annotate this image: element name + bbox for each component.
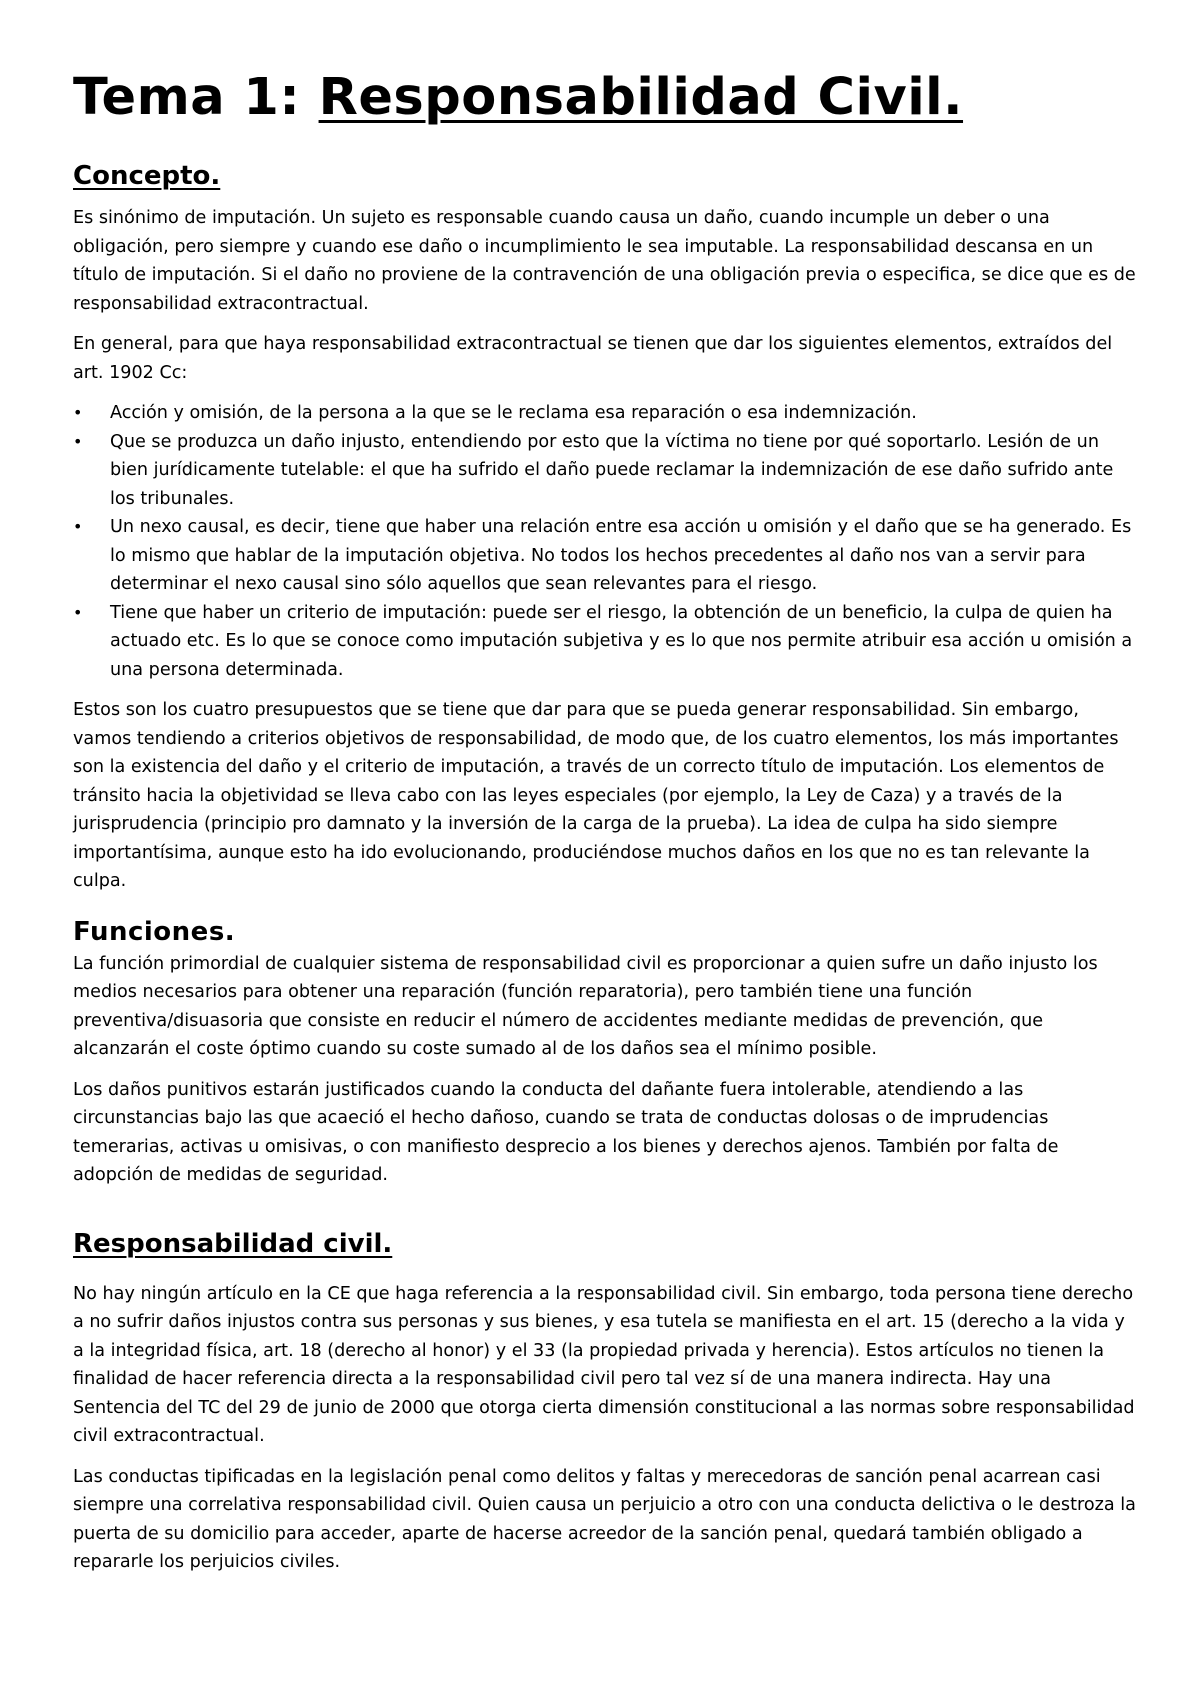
bullet-icon: •	[73, 403, 83, 422]
list-item-text: Un nexo causal, es decir, tiene que haber una relación entre esa acción u omisión y el daño que se ha generado. Es lo mismo que hablar de la imputación objetiva. No todos los hechos precedentes al daño nos van a servir para determinar el nexo causal sino sólo aquellos que sean relevantes para el riesgo.	[110, 517, 1132, 594]
bullet-icon: •	[73, 602, 83, 622]
title-underlined: Responsabilidad Civil.	[318, 68, 964, 127]
heading-funciones: Funciones.	[73, 916, 236, 947]
paragraph-responsabilidad-2: Las conductas tipificadas en la legislación penal como delitos y faltas y merecedoras de sanción penal acarrean casi siempre una correlativa responsabilidad civil. Quien causa un perjuicio a otro con una conducta delictiva o le destroza la puerta de su domicilio para acceder, aparte de hacerse acreedor de la sanción penal, quedará también obligado a repararle los perjuicios civiles.	[73, 1466, 1136, 1572]
heading-responsabilidad-civil: Responsabilidad civil.	[73, 1228, 393, 1259]
paragraph-concepto-1: Es sinónimo de imputación. Un sujeto es responsable cuando causa un daño, cuando incumple un deber o una obligación, pero siempre y cuando ese daño o incumplimiento le sea imputable. La responsabilidad descansa en un título de imputación. Si el daño no proviene de la contravención de una obligación previa o especifica, se dice que es de responsabilidad extracontractual.	[73, 208, 1136, 314]
title-prefix: Tema 1:	[73, 68, 319, 127]
paragraph-presupuestos: Estos son los cuatro presupuestos que se tiene que dar para que se pueda generar responsabilidad. Sin embargo, vamos tendiendo a criterios objetivos de responsabilidad, de modo que, de los cuatro elementos, los más importantes son la existencia del daño y el criterio de imputación, a través de un correcto título de imputación. Los elementos de tránsito hacia la objetividad se lleva cabo con las leyes especiales (por ejemplo, la Ley de Caza) y a través de la jurisprudencia (principio pro damnato y la inversión de la carga de la prueba). La idea de culpa ha sido siempre importantísima, aunque esto ha ido evolucionando, produciéndose muchos daños en los que no es tan relevante la culpa.	[73, 700, 1119, 891]
elements-list	[73, 399, 1140, 684]
paragraph-funciones-2: Los daños punitivos estarán justificados cuando la conducta del dañante fuera intolerable, atendiendo a las circunstancias bajo las que acaeció el hecho dañoso, cuando se trata de conductas dolosas o de imprudencias temerarias, activas u omisivas, o con manifiesto desprecio a los bienes y derechos ajenos. También por falta de adopción de medidas de seguridad.	[73, 1079, 1059, 1185]
list-item-text: Que se produzca un daño injusto, entendiendo por esto que la víctima no tiene por qué soportarlo. Lesión de un bien jurídicamente tutelable: el que ha sufrido el daño puede reclamar la indemnización de ese daño sufrido ante los tribunales.	[110, 431, 1114, 509]
list-item	[73, 399, 1140, 428]
paragraph-concepto-2: En general, para que haya responsabilidad extracontractual se tienen que dar los siguientes elementos, extraídos del art. 1902 Cc:	[73, 334, 1113, 383]
list-item-text: Acción y omisión, de la persona a la que se le reclama esa reparación o esa indemnización.	[110, 403, 917, 423]
list-item	[73, 428, 1140, 514]
list-item-text: Tiene que haber un criterio de imputación: puede ser el riesgo, la obtención de un beneficio, la culpa de quien ha actuado etc. Es lo que se conoce como imputación subjetiva y es lo que nos permite atribuir esa acción u omisión a una persona determinada.	[110, 602, 1133, 680]
list-item	[73, 599, 1140, 685]
document-title	[73, 70, 1140, 126]
paragraph-responsabilidad-1: No hay ningún artículo en la CE que haga referencia a la responsabilidad civil. Sin embargo, toda persona tiene derecho a no sufrir daños injustos contra sus personas y sus bienes, y esa tutela se manifiesta en el art. 15 (derecho a la vida y a la integridad física, art. 18 (derecho al honor) y el 33 (la propiedad privada y herencia). Estos artículos no tienen la finalidad de hacer referencia directa a la responsabilidad civil pero tal vez sí de una manera indirecta. Hay una Sentencia del TC del 29 de junio de 2000 que otorga cierta dimensión constitucional a las normas sobre responsabilidad civil extracontractual.	[73, 1283, 1135, 1446]
bullet-icon: •	[73, 517, 83, 536]
heading-concepto: Concepto.	[73, 161, 221, 191]
list-item	[73, 513, 1140, 599]
bullet-icon: •	[73, 431, 83, 451]
paragraph-funciones-1: La función primordial de cualquier sistema de responsabilidad civil es proporcionar a quien sufre un daño injusto los medios necesarios para obtener una reparación (función reparatoria), pero también tiene una función preventiva/disuasoria que consiste en reducir el número de accidentes mediante medidas de prevención, que alcanzarán el coste óptimo cuando su coste sumado al de los daños sea el mínimo posible.	[73, 953, 1098, 1059]
